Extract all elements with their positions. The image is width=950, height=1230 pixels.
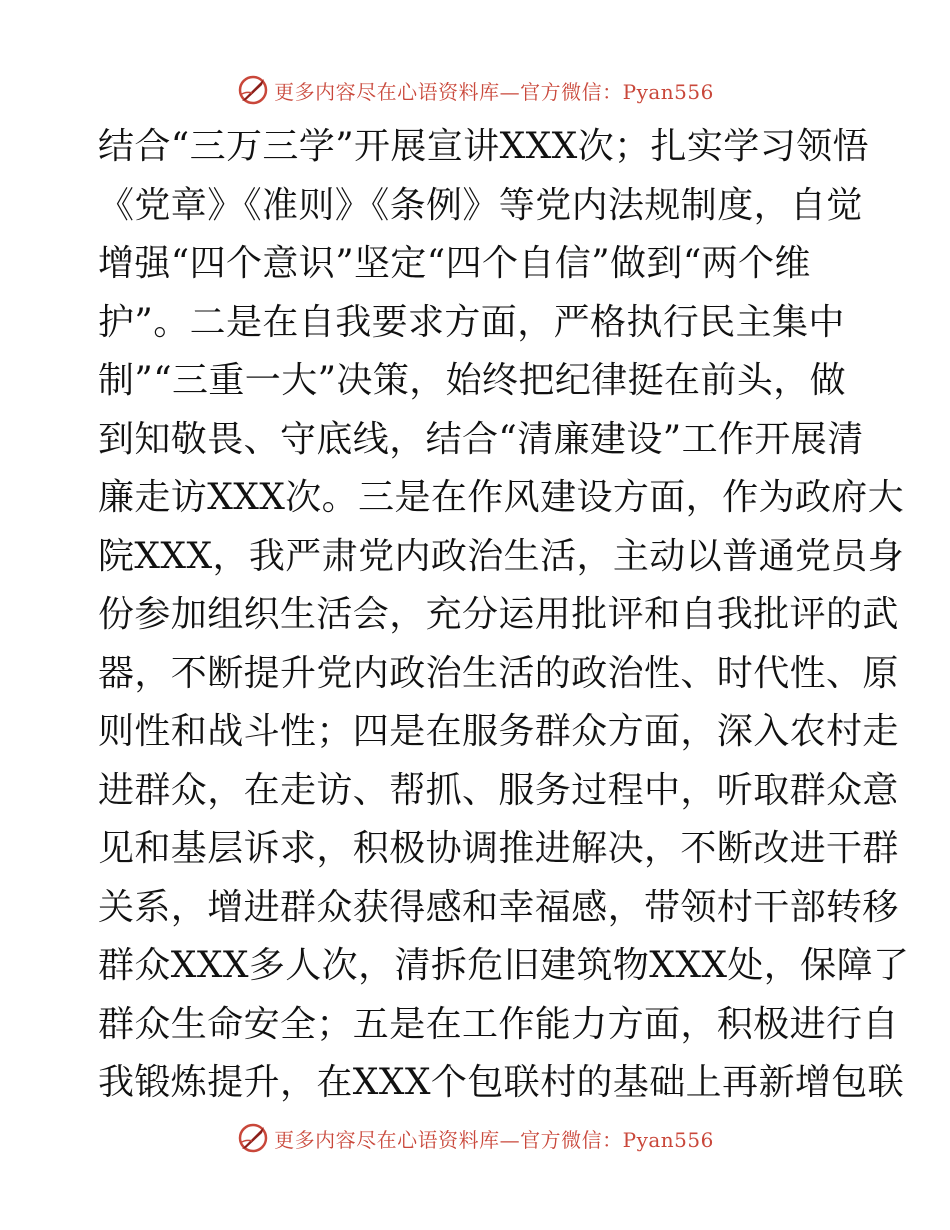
text-line: 见和基层诉求，积极协调推进解决，不断改进干群 [98,828,899,869]
text-line: 则性和战斗性；四是在服务群众方面，深入农村走 [98,711,899,752]
text-line: 份参加组织生活会，充分运用批评和自我批评的武 [98,594,899,635]
text-line: 到知敬畏、守底线，结合“清廉建设”工作开展清 [98,418,864,460]
text-line: 廉走访XXX次。三是在作风建设方面，作为政府大 [98,477,905,518]
pen-logo-icon [236,1121,270,1155]
text-line: 《党章》《准则》《条例》等党内法规制度，自觉 [98,184,863,226]
text-line: 进群众，在走访、帮抓、服务过程中，听取群众意 [98,769,899,811]
text-line: 制”“三重一大”决策，始终把纪律挺在前头，做 [98,360,847,401]
text-line: 器，不断提升党内政治生活的政治性、时代性、原 [98,652,899,694]
text-line: 关系，增进群众获得感和幸福感，带领村干部转移 [98,886,899,928]
text-line: 群众XXX多人次，清拆危旧建筑物XXX处，保障了 [98,945,910,986]
text-line: 增强“四个意识”坚定“四个自信”做到“两个维 [98,243,811,284]
body-paragraph [98,118,910,1113]
text-line: 群众生命安全；五是在工作能力方面，积极进行自 [98,1003,899,1045]
text-line: 护”。二是在自我要求方面，严格执行民主集中 [98,301,845,343]
footer-banner [0,1120,950,1156]
header-banner [0,72,950,108]
footer-banner-text: 更多内容尽在心语资料库—官方微信：Pyan556 [274,1127,714,1152]
text-line: 结合“三万三学”开展宣讲XXX次；扎实学习领悟 [98,126,869,167]
header-banner-text: 更多内容尽在心语资料库—官方微信：Pyan556 [274,79,714,104]
text-line: 我锻炼提升，在XXX个包联村的基础上再新增包联 [98,1062,905,1103]
pen-logo-icon [236,73,270,107]
text-line: 院XXX，我严肃党内政治生活，主动以普通党员身 [98,535,905,577]
